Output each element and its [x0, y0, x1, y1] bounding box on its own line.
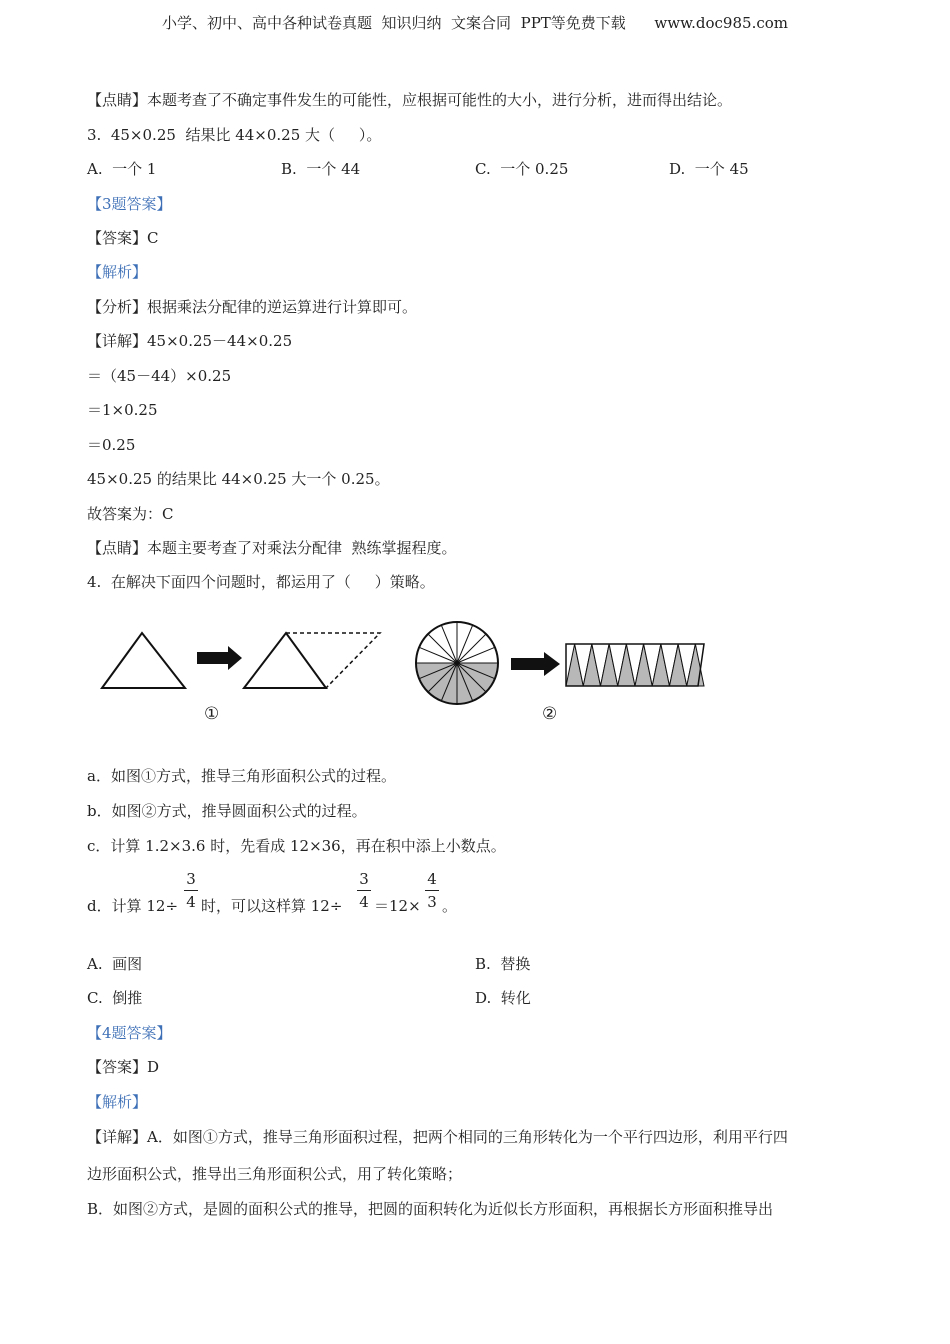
dianjing-line: 【点睛】本题考查了不确定事件发生的可能性，应根据可能性的大小，进行分析，进而得出结论。 — [87, 91, 733, 109]
analysis-3: 【分析】根据乘法分配律的逆运算进行计算即可。 — [87, 298, 418, 316]
detail-3-line2: ＝（45－44）×0.25 — [87, 367, 232, 385]
detail-4-line2: 边形面积公式，推导出三角形面积公式，用了转化策略； — [87, 1165, 463, 1183]
statement-d-prefix: d．计算 12÷ — [87, 897, 179, 915]
rectangle-sectors-shape — [566, 644, 704, 686]
detail-3-line4: ＝0.25 — [87, 436, 136, 454]
statement-d-mid1: 时，可以这样算 12÷ — [201, 897, 343, 915]
arrow-icon — [197, 646, 242, 670]
detail-3-line5: 45×0.25 的结果比 44×0.25 大一个 0.25。 — [87, 470, 390, 488]
conclusion-3: 故答案为：C — [87, 505, 174, 523]
statement-c: c．计算 1.2×3.6 时，先看成 12×36，再在积中添上小数点。 — [87, 837, 506, 855]
q3-option-d: D. 一个 45 — [669, 160, 749, 178]
q4-option-d: D. 转化 — [475, 989, 531, 1007]
statement-d-mid2: ＝12× — [374, 897, 421, 915]
triangle-copy-shape — [244, 633, 326, 688]
q4-option-c: C. 倒推 — [87, 989, 143, 1007]
fraction-2-numerator: 3 — [357, 870, 371, 891]
arrow-icon-2 — [511, 652, 560, 676]
answer-heading-3: 【3题答案】 — [87, 195, 172, 213]
figure-label-1: ① — [204, 704, 220, 724]
q3-option-b: B. 一个 44 — [281, 160, 361, 178]
statement-b: b．如图②方式，推导圆面积公式的过程。 — [87, 802, 367, 820]
answer-heading-4: 【4题答案】 — [87, 1024, 172, 1042]
fraction-1 — [184, 870, 198, 911]
page-header: 小学、初中、高中各种试卷真题 知识归纳 文案合同 PPT等免费下载 www.doc985.com — [161, 14, 788, 32]
q3-option-a: A. 一个 1 — [87, 160, 157, 178]
fraction-2-denominator: 4 — [359, 893, 369, 911]
fraction-1-numerator: 3 — [184, 870, 198, 891]
q4-option-a: A. 画图 — [87, 955, 143, 973]
fraction-2 — [357, 870, 371, 911]
fraction-1-denominator: 4 — [186, 893, 196, 911]
answer-3: 【答案】C — [87, 229, 159, 247]
question-3: 3. 45×0.25 结果比 44×0.25 大（ ）。 — [87, 126, 382, 144]
statement-d-suffix: 。 — [442, 897, 458, 915]
analysis-heading-3: 【解析】 — [87, 263, 148, 281]
fraction-3-denominator: 3 — [427, 893, 437, 911]
detail-4-line3: B．如图②方式，是圆的面积公式的推导，把圆的面积转化为近似长方形面积，再根据长方形面积推导出 — [87, 1200, 774, 1218]
dianjing-3: 【点睛】本题主要考查了对乘法分配律 熟练掌握程度。 — [87, 539, 457, 557]
circle-sectors-shape — [416, 622, 498, 704]
detail-4-line1: 【详解】A．如图①方式，推导三角形面积过程，把两个相同的三角形转化为一个平行四边形，利用平行四 — [87, 1128, 788, 1146]
figure-label-2: ② — [542, 704, 558, 724]
answer-4: 【答案】D — [87, 1058, 160, 1076]
triangle-shape — [102, 633, 185, 688]
detail-3-line1: 【详解】45×0.25－44×0.25 — [87, 332, 293, 350]
q3-option-c: C. 一个 0.25 — [475, 160, 569, 178]
detail-3-line3: ＝1×0.25 — [87, 401, 158, 419]
dashed-triangle-shape — [286, 633, 380, 688]
fraction-3 — [425, 870, 439, 911]
statement-a: a．如图①方式，推导三角形面积公式的过程。 — [87, 767, 396, 785]
analysis-heading-4: 【解析】 — [87, 1093, 148, 1111]
question-4: 4. 在解决下面四个问题时，都运用了（ ）策略。 — [87, 573, 435, 591]
q4-option-b: B. 替换 — [475, 955, 531, 973]
fraction-3-numerator: 4 — [425, 870, 439, 891]
